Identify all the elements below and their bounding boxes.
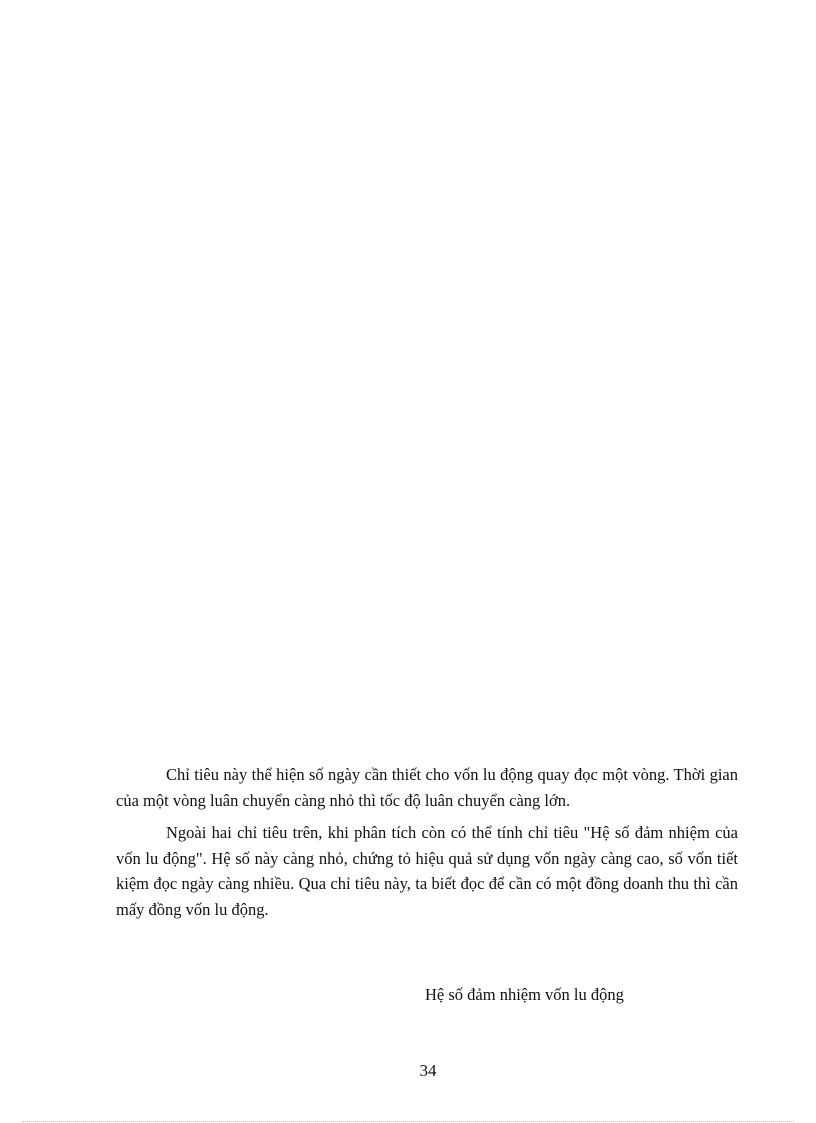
paragraph-turnover-days: Chỉ tiêu này thể hiện số ngày cần thiết cho vốn lu động quay đọc một vòng. Thời gian của một vòng luân chuyển càng nhỏ thì tốc độ luân chuyển càng lớn. bbox=[116, 765, 738, 810]
formula-label: Hệ số đảm nhiệm vốn lu động bbox=[425, 985, 624, 1004]
page-number: 34 bbox=[419, 1061, 437, 1080]
body-text bbox=[116, 762, 738, 922]
footer-divider bbox=[22, 1121, 794, 1122]
paragraph-coefficient: Ngoài hai chỉ tiêu trên, khi phân tích còn có thể tính chỉ tiêu "Hệ số đảm nhiệm của vốn lu động". Hệ số này càng nhỏ, chứng tỏ hiệu quả sử dụng vốn ngày càng cao, số vốn tiết kiệm đọc ngày càng nhiều. Qua chỉ tiêu này, ta biết đọc để cần có một đồng doanh thu thì cần mấy đồng vốn lu động. bbox=[116, 823, 738, 919]
